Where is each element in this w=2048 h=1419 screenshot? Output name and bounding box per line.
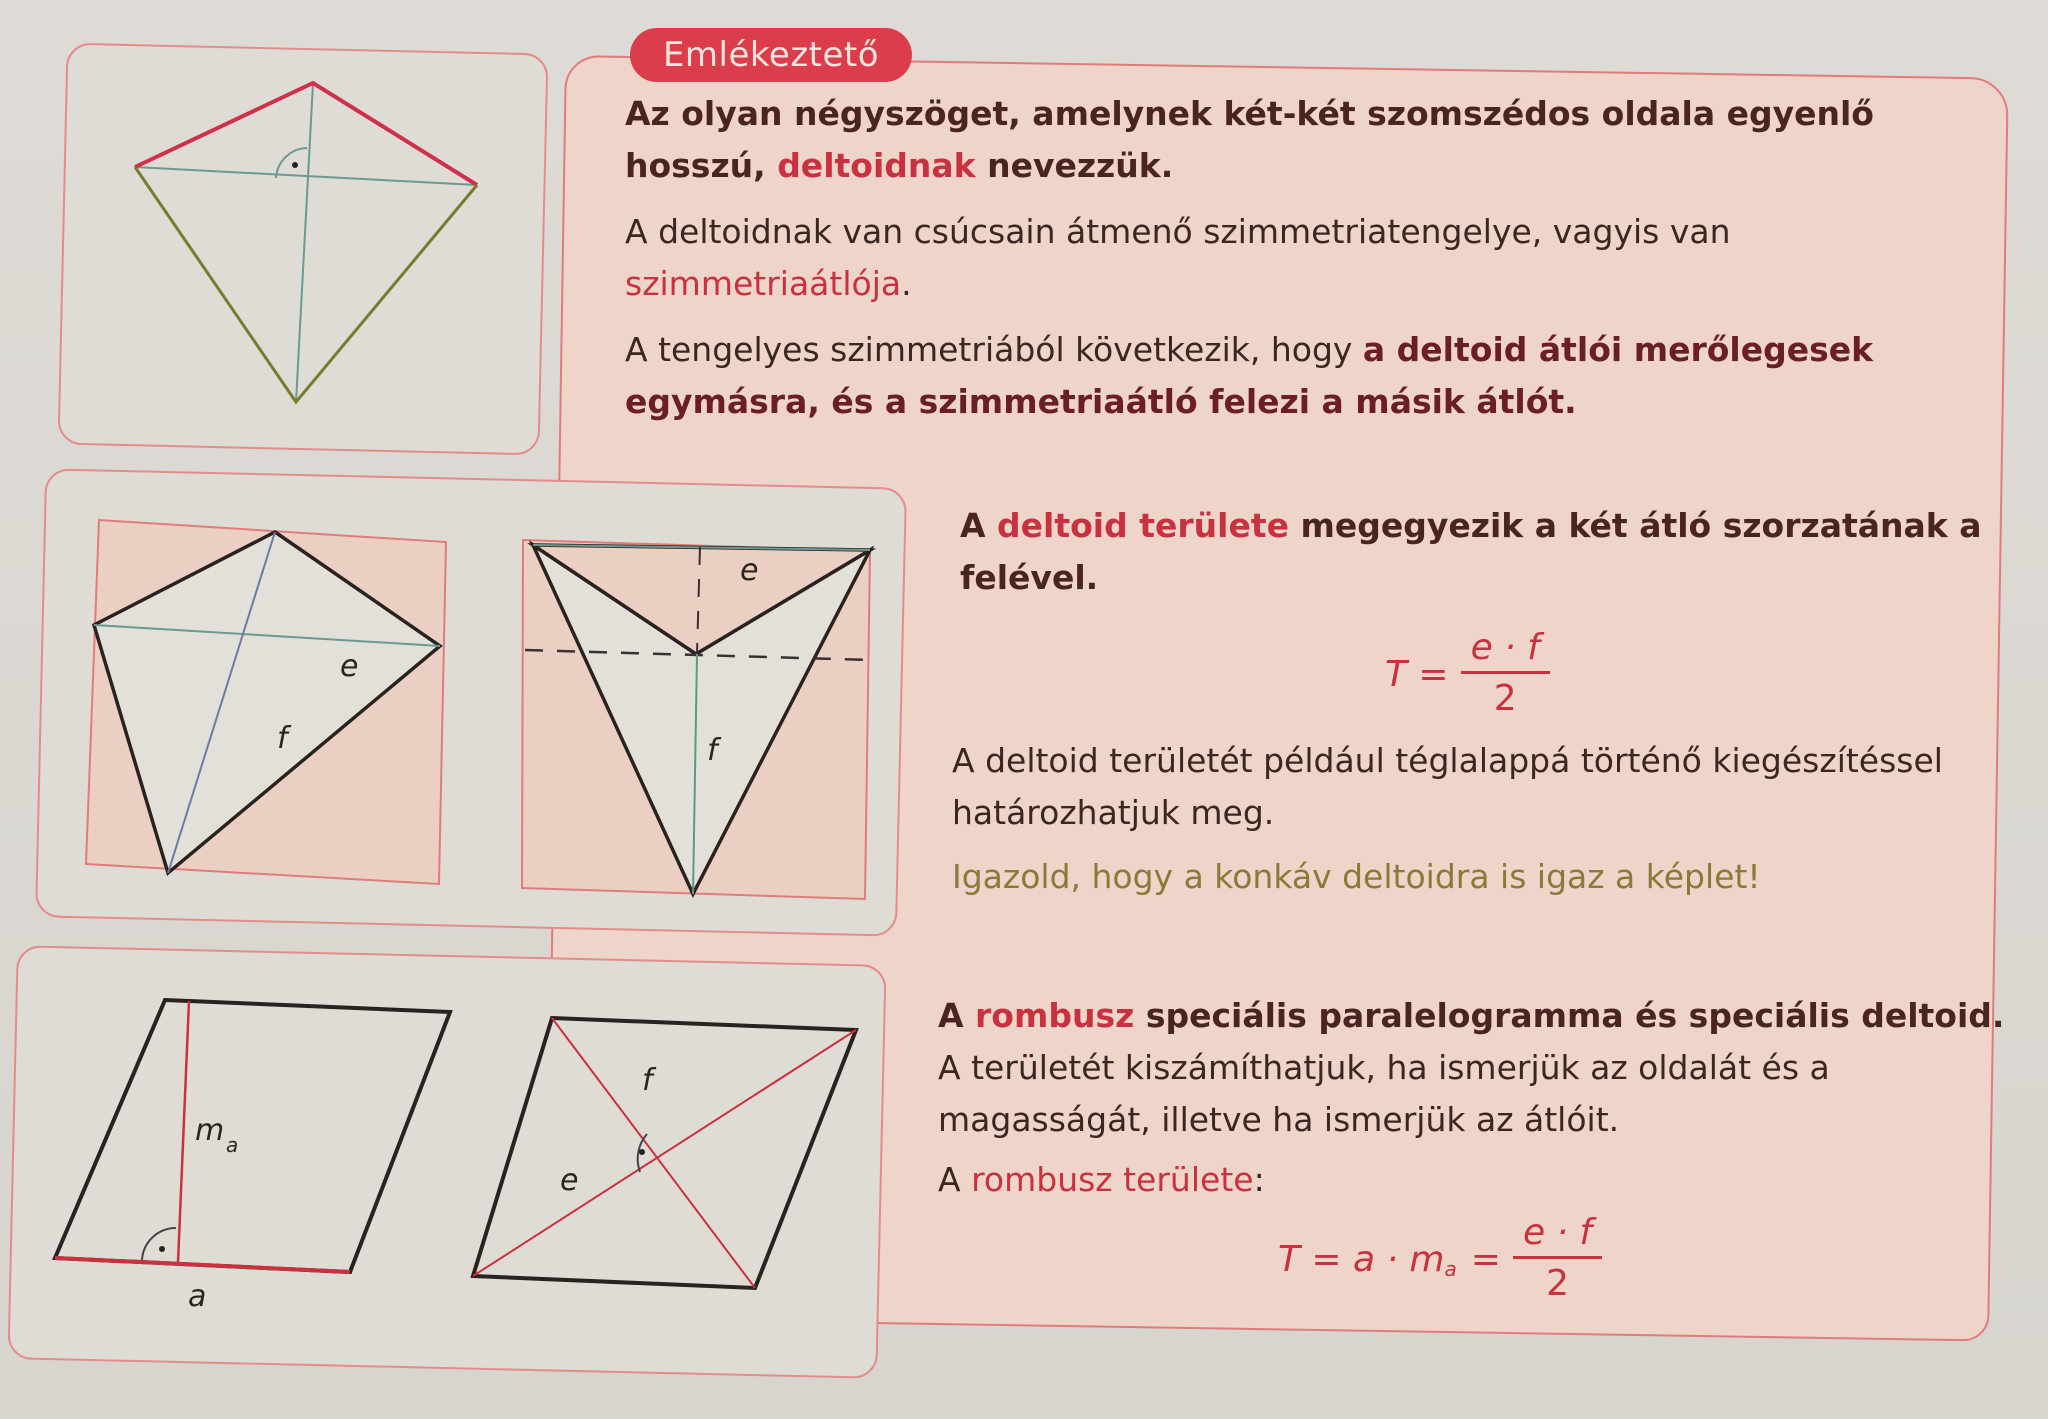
kite-label-e: e bbox=[340, 649, 359, 684]
formula-numerator: e · f bbox=[1513, 1210, 1602, 1259]
kite-definition: Az olyan négyszöget, amelynek két-két szomszédos oldala egyenlő hosszú, deltoidnak nevezzük. bbox=[625, 94, 1874, 185]
section3-text bbox=[938, 990, 2008, 1206]
rhombus-figures bbox=[0, 0, 900, 1400]
rhombus-area-intro: A rombusz területe: bbox=[938, 1160, 1265, 1199]
height-label-m: m bbox=[195, 1113, 225, 1148]
kite-area-method: A deltoid területét például téglalappá történő kiegészítéssel határozhatjuk meg. bbox=[952, 741, 1943, 832]
formula-denominator: 2 bbox=[1546, 1263, 1569, 1304]
kite-area-task: Igazold, hogy a konkáv deltoidra is igaz a képlet! bbox=[952, 857, 1761, 896]
height-label-sub: a bbox=[226, 1133, 239, 1157]
section2-more bbox=[952, 735, 2002, 903]
rhombus-area-formula: T = a · m $_a$ = $\frac{e \cdot f}{2}$ bbox=[1278, 1210, 1602, 1309]
formula-numerator: e · f bbox=[1461, 625, 1550, 674]
formula-denominator: 2 bbox=[1493, 678, 1517, 719]
kite-label-f: f bbox=[277, 721, 288, 756]
kite-diagonals: A tengelyes szimmetriából következik, hogy a deltoid átlói merőlegesek egymásra, és a szimmetriaátló felezi a másik átlót. bbox=[625, 330, 1874, 421]
term-rombusz: rombusz bbox=[975, 996, 1135, 1035]
term-kite-area: deltoid területe bbox=[997, 506, 1289, 545]
kite-area-rule: A deltoid területe megegyezik a két átló szorzatának a felével. bbox=[960, 506, 1982, 597]
rhombus-definition: A rombusz speciális paralelogramma és speciális deltoid. bbox=[938, 996, 2005, 1035]
kite-area-formula: T = $\frac{e \cdot f}{2}$ bbox=[1385, 625, 1550, 724]
term-rhombus-area: rombusz területe bbox=[971, 1160, 1254, 1199]
term-symmetry-diagonal: szimmetriaátlója bbox=[625, 264, 902, 303]
section2-text bbox=[960, 500, 2000, 604]
reminder-badge: Emlékeztető bbox=[630, 28, 912, 82]
concave-label-f: f bbox=[707, 733, 718, 768]
term-deltoid: deltoidnak bbox=[777, 146, 976, 185]
concave-label-e: e bbox=[740, 553, 759, 588]
rhombus-area-methods: A területét kiszámíthatjuk, ha ismerjük az oldalát és a magasságát, illetve ha ismerjük az átlóit. bbox=[938, 1048, 1830, 1139]
diag-label-f: f bbox=[642, 1063, 653, 1098]
side-label-a: a bbox=[188, 1279, 207, 1314]
kite-symmetry: A deltoidnak van csúcsain átmenő szimmetriatengelye, vagyis van szimmetriaátlója. bbox=[625, 212, 1731, 303]
diag-label-e: e bbox=[560, 1163, 579, 1198]
